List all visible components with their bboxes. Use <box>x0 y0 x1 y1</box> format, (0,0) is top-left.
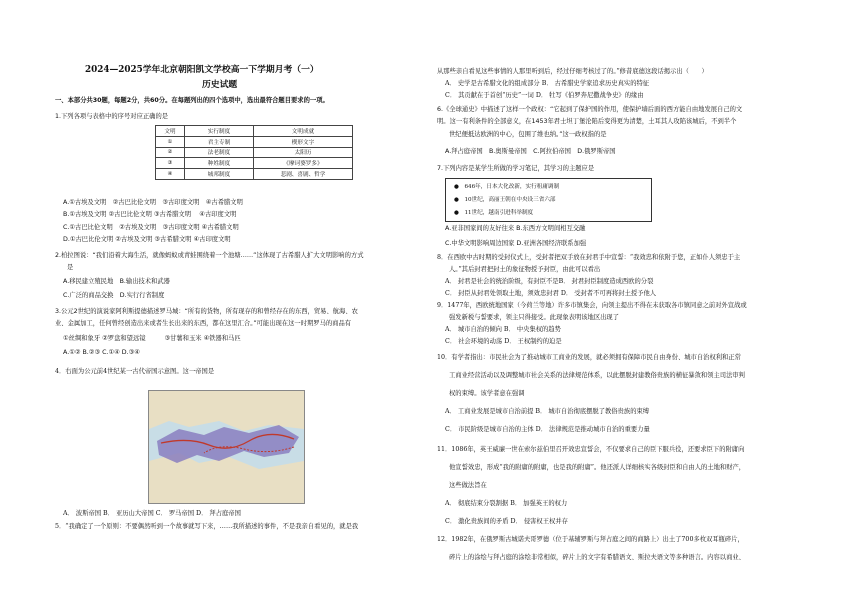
question-line: 业、金属加工，任何曾经创造出来或者生长出来的东西，都在这里汇合。”可能出现在这一时期罗马的商品有 <box>55 320 352 327</box>
table-cell: 悲剧、喜剧、哲学 <box>254 169 353 180</box>
question-line: 人。”其后封君把封土的象征物授予封臣，由此可以看出 <box>449 266 601 273</box>
table-row <box>156 158 353 169</box>
note-text: 11世纪，越南引进科举制度 <box>464 210 534 216</box>
question-line: 工商业经营活动以及调整城市社会关系的法律规范体系，以此摆脱封建教俗贵族的横征暴敛和领主司法审判 <box>449 372 745 379</box>
empire-territory <box>157 425 299 463</box>
table-cell: 太阳历 <box>254 147 353 158</box>
question-line: 1.下列各项与表格中的序号对应正确的是 <box>55 113 169 120</box>
question-line: 强发新税与誓要求，领主只得接受。此现象表明该地区出现了 <box>449 314 620 321</box>
question-line: A.拜占庭帝国 B.奥斯曼帝国 C.阿拉伯帝国 D.俄罗斯帝国 <box>445 148 616 155</box>
question-line: A． 城市自治的倾向 B． 中央集权的趋势 <box>445 326 561 333</box>
table-header-row <box>156 126 353 137</box>
question-line: B.①古埃及文明 ②古巴比伦文明 ③古希腊文明 ④古印度文明 <box>63 211 237 218</box>
note-text: 10世纪，高丽王朝在中央设三省六部 <box>464 197 556 203</box>
table-row <box>156 147 353 158</box>
question-line: A.①古埃及文明 ②古巴比伦文明 ③古印度文明 ④古希腊文明 <box>63 199 243 206</box>
question-line: 3.公元2世纪的演说家阿利斯提德描述罗马城：“所有的货物，所有现存的和曾经存在的东西，贸易、航海、农 <box>55 308 358 315</box>
question-line: C． 封臣从封君处领取土地，须效忠封君 D． 受封者不可再将封土授予他人 <box>445 290 657 297</box>
question-line: A.移民建立殖民地 B.输出技术和武器 <box>63 278 170 285</box>
question-line: A． 彻底结束分裂割据 B． 加强英王的权力 <box>445 500 568 507</box>
table-cell: ② <box>156 147 185 158</box>
table-cell: 君主专制 <box>185 136 254 147</box>
table-cell: 种姓制度 <box>185 158 254 169</box>
question-line: 9．1477年，西欧统地国家（今荷兰等地）许多市镇集会，向领主提出不得在未获取各市镇同意之前对外宣战或 <box>437 302 747 309</box>
table-header-cell: 实行制度 <box>185 126 254 137</box>
question-line: A.①② B.②③ C.①④ D.③④ <box>63 349 140 356</box>
question-line: 12．1982年，在俄罗斯古城诺夫哥罗德（位于基辅罗斯与拜占庭之间的商路上）出土了700多枚双耳瓶碎片， <box>437 536 744 543</box>
table-cell: 城邦制度 <box>185 169 254 180</box>
exam-subtitle: 历史试题 <box>202 80 238 90</box>
question-line: A． 工商业发展是城市自治前提 B． 城市自治彻底摆脱了教俗贵族的束缚 <box>445 408 650 415</box>
question-line: C.广泛的商品交换 D.实行行省制度 <box>63 292 165 299</box>
question-line: C． 市民阶级是城市自治的主体 D． 法律规范是推动城市自治的重要力量 <box>445 426 650 433</box>
question-line: 6.《全球通史》中描述了这样一个政权：“它起到了保护国的作用，使保护墙后面的西方能自由地发展自己的文 <box>437 106 743 113</box>
table-cell: ① <box>156 136 185 147</box>
question-line: A． 史学是古希腊文化的组成部分 B． 古希腊史学家追求历史真实的特征 <box>445 80 650 87</box>
question-line: 7.下列内容是某学生所做的学习笔记，其学习的主题应是 <box>437 165 595 172</box>
question-line: 他宣誓效忠，形成“我的附庸的附庸，也是我的附庸”。他还派人详细核实各级封臣和自由人的土地和财产， <box>449 464 746 471</box>
question-line: C.中华文明影响周边国家 D.亚洲各国经济联系加强 <box>445 240 587 247</box>
q7-notes-box <box>445 178 652 222</box>
q4-empire-map <box>148 390 305 504</box>
table-cell: 楔形文字 <box>254 136 353 147</box>
question-line: ①丝绸和象牙 ②罗盘和望远镜 ③甘薯和玉米 ④铁器和马匹 <box>63 335 241 342</box>
table-cell: ③ <box>156 158 185 169</box>
question-line: 4．右面为公元前4世纪某一古代帝国示意图。这一帝国是 <box>55 368 215 375</box>
note-text: 646年，日本大化改新，实行租庸调制 <box>464 184 560 190</box>
question-line: 权的束缚。该学者意在强调 <box>449 390 525 397</box>
question-line: D.①古巴比伦文明 ②古埃及文明 ③古希腊文明 ④古印度文明 <box>63 236 231 243</box>
question-line: 这些做法旨在 <box>449 482 487 489</box>
question-line: C． 其贡献在于首创“历史”一词 D． 牡写《伯罗奔尼撒战争史》的缘由 <box>445 92 644 99</box>
question-line: 世纪便抵达欧洲的中心，包围了维也纳。”这一政权指的是 <box>449 131 607 138</box>
question-line: A.亚非国家间的友好往来 B.东西方文明间相互交融 <box>445 225 586 232</box>
table-header-cell: 文明成就 <box>254 126 353 137</box>
note-item: ● 10世纪，高丽王朝在中央设三省六部 <box>454 197 556 203</box>
map-land <box>149 391 304 431</box>
question-line: 从那些亲自看见这些事情的人那里听到后，经过仔细考核过了的。”修昔底德这段话揭示出（ ） <box>437 68 708 75</box>
question-line: 10．有学者指出：市民社会为了推动城市工商业的发展，就必须拥有保障市民自由身份、城市自治权利和正常 <box>437 354 741 361</box>
note-item: ● 11世纪，越南引进科举制度 <box>454 210 534 216</box>
question-line: C.①古巴比伦文明 ②古埃及文明 ③古印度文明 ④古希腊文明 <box>63 224 239 231</box>
question-line: 是 <box>67 264 74 271</box>
table-header-cell: 文明 <box>156 126 185 137</box>
question-line: A． 封君是社会的统治阶级，有封臣不是B． 封君封臣制度造成西欧的分裂 <box>445 278 654 285</box>
table-row <box>156 169 353 180</box>
question-line: 一、本部分共30题，每题2分，共60分。在每题列出的四个选项中，选出最符合题目要求的一项。 <box>55 97 329 104</box>
question-line: 8．在西欧中古时期的受封仪式上，受封者把双手放在封君手中宣誓：“我效忠和依附于您，正如仆人须忠于主 <box>437 254 741 261</box>
table-cell: 《摩诃婆罗多》 <box>254 158 353 169</box>
q1-table <box>155 125 353 180</box>
question-line: 明。这一有利条件的全部意义，在1453年君士坦丁堡沦陷后变得更为清楚，土耳其人攻陷该城后，不到半个 <box>437 118 737 125</box>
question-line: 5．“我确定了一个原则：不要偶然听到一个故事就写下来，……我所描述的事件，不是我亲自看见的，就是我 <box>55 523 359 530</box>
question-line: 2.柏拉图说：“我们沿着大海生活，就像蚂蚁或青蛙围绕着一个池塘……”这体现了古希腊人扩大文明影响的方式 <box>55 252 364 259</box>
exam-title: 2024—2025学年北京朝阳凯文学校高一下学期月考（一） <box>85 65 319 75</box>
map-svg <box>149 391 304 503</box>
table-cell: 法老制度 <box>185 147 254 158</box>
question-line: 11．1086年，英王威廉一世在索尔兹伯里召开效忠宣誓会，不仅要求自己的臣下服兵役，还要求臣下的附庸向 <box>437 446 745 453</box>
table-row <box>156 136 353 147</box>
question-line: A． 波斯帝国 B． 亚历山大帝国 C． 罗马帝国 D． 拜占庭帝国 <box>63 510 241 517</box>
question-line: C． 激化贵族间的矛盾 D． 侵害权王权并存 <box>445 518 568 525</box>
question-line: 碎片上的涂绘与拜占庭的涂绘非常相似，碎片上的文字有希腊语文、斯拉夫语文等多种语言。内容以商业、 <box>449 554 745 561</box>
question-line: C． 社会环境的动荡 D． 王权制约的迫是 <box>445 338 562 345</box>
table-cell: ④ <box>156 169 185 180</box>
note-item: ● 646年，日本大化改新，实行租庸调制 <box>454 184 560 190</box>
